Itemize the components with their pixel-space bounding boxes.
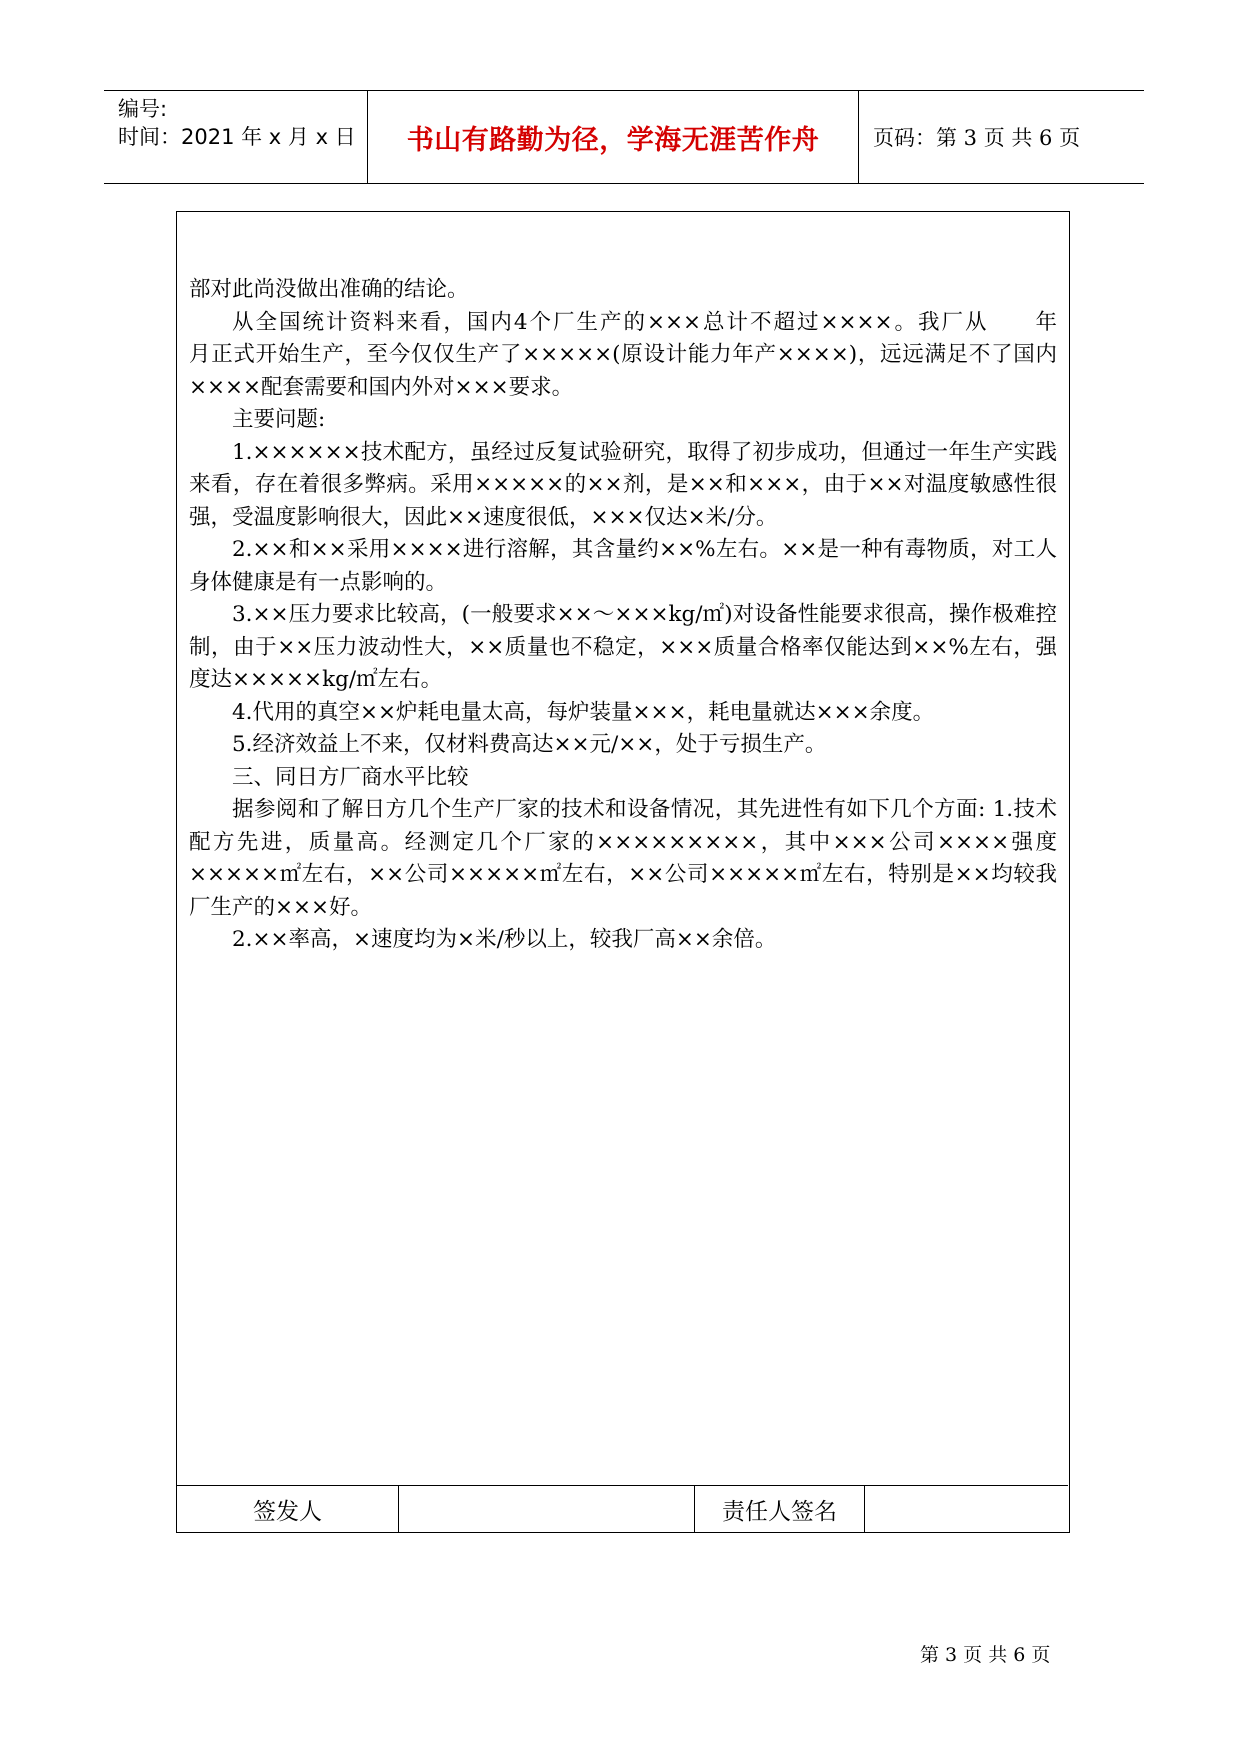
body-paragraph: 从全国统计资料来看，国内4个厂生产的×××总计不超过××××。我厂从 年 月正式开始生产，至今仅仅生产了×××××(原设计能力年产××××)，远远满足不了国内××××配套需要和国内外对×××要求。: [189, 309, 1101, 400]
body-paragraph: 1.××××××技术配方，虽经过反复试验研究，取得了初步成功，但通过一年生产实践来看，存在着很多弊病。采用×××××的××剂，是××和×××，由于××对温度敏感性很强，受温度影响很大，因此××速度很低，×××仅达×米/分。: [189, 439, 1057, 530]
body-paragraph: 2.××和××采用××××进行溶解，其含量约××%左右。××是一种有毒物质，对工人身体健康是有一点影响的。: [189, 537, 1057, 595]
header-page-cell: [859, 91, 1144, 183]
signature-row: [177, 1485, 1068, 1532]
document-body: [189, 274, 1101, 957]
responsible-signature-field[interactable]: [865, 1486, 1068, 1532]
body-paragraph: 据参阅和了解日方几个生产厂家的技术和设备情况，其先进性有如下几个方面: 1.技术配方先进，质量高。经测定几个厂家的×××××××××，其中×××公司××××强度×××××㎡左右，××公司×××××㎡左右，××公司×××××㎡左右，特别是××均较我厂生产的×××好。: [189, 797, 1057, 920]
document-time-label: 时间：2021 年 x 月 x 日: [118, 125, 356, 149]
header-motto-cell: [368, 91, 859, 183]
body-paragraph: 5.经济效益上不来，仅材料费高达××元/××，处于亏损生产。: [232, 732, 827, 757]
header-motto: 书山有路勤为径，学海无涯苦作舟: [406, 124, 820, 156]
body-paragraph: 2.××率高，×速度均为×米/秒以上，较我厂高××余倍。: [232, 927, 777, 952]
page-header: [104, 90, 1144, 184]
body-paragraph: 主要问题:: [232, 407, 326, 432]
body-paragraph: 部对此尚没做出准确的结论。: [189, 277, 469, 302]
header-meta-cell: [104, 91, 368, 183]
responsible-signature-label: 责任人签名: [695, 1486, 865, 1532]
issuer-label: 签发人: [177, 1486, 399, 1532]
body-paragraph: 4.代用的真空××炉耗电量太高，每炉装量×××，耗电量就达×××余度。: [232, 699, 935, 725]
issuer-field[interactable]: [399, 1486, 695, 1532]
document-number-label: 编号:: [118, 97, 168, 121]
section-heading: 三、同日方厂商水平比较: [232, 764, 469, 790]
body-paragraph: 3.××压力要求比较高，(一般要求××～×××kg/㎡)对设备性能要求很高，操作极难控制，由于××压力波动性大，××质量也不稳定，×××质量合格率仅能达到××%左右，强度达×××××kg/㎡左右。: [189, 602, 1057, 692]
footer-page-number: 第 3 页 共 6 页: [920, 1644, 1051, 1666]
header-page-number: 页码：第 3 页 共 6 页: [873, 126, 1081, 150]
content-frame: [176, 211, 1101, 1533]
